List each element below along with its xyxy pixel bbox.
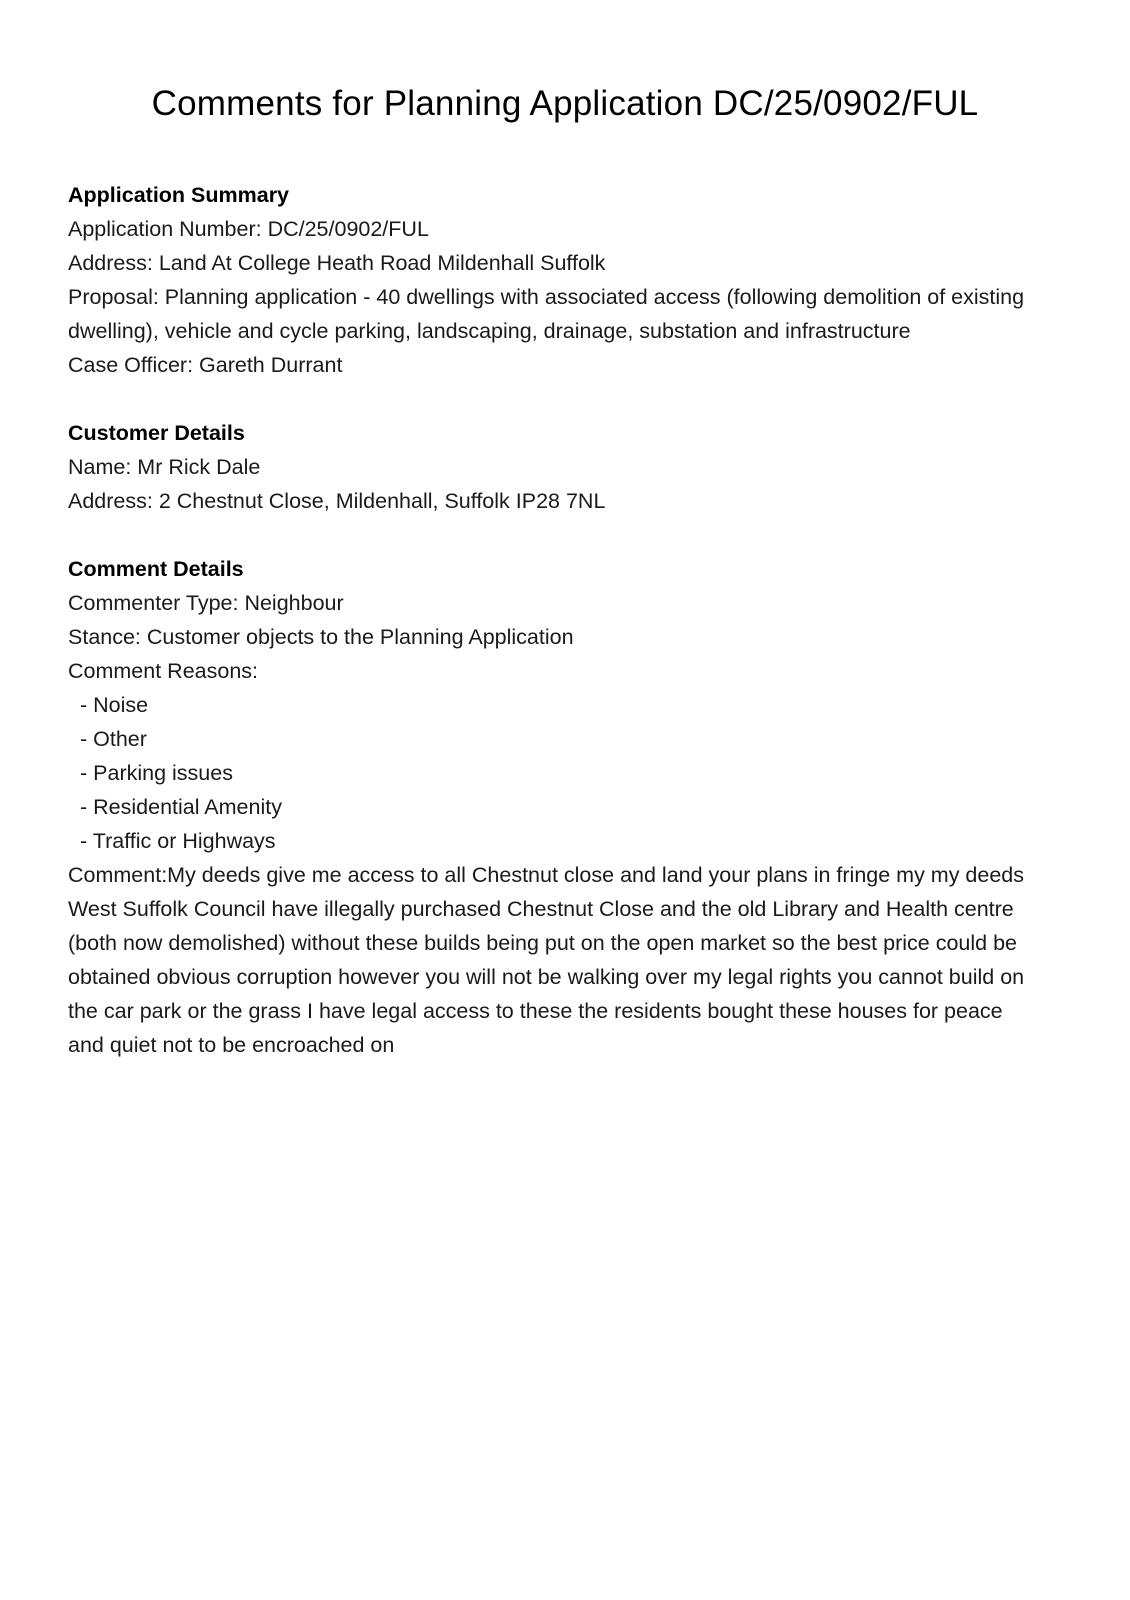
application-summary-section (68, 178, 1068, 382)
case-officer: Case Officer: Gareth Durrant (68, 353, 343, 377)
application-proposal: Proposal: Planning application - 40 dwellings with associated access (following demolition of existing dwelling), vehicle and cycle parking, landscaping, drainage, substation and infrastructure (68, 285, 1025, 343)
comment-reason-item: - Parking issues (68, 756, 1068, 790)
application-address: Address: Land At College Heath Road Mildenhall Suffolk (68, 251, 606, 275)
customer-details-section (68, 416, 1068, 518)
application-number: Application Number: DC/25/0902/FUL (68, 217, 429, 241)
application-summary-heading: Application Summary (68, 183, 290, 207)
comment-reason-item: - Traffic or Highways (68, 824, 1068, 858)
comment-text: Comment:My deeds give me access to all Chestnut close and land your plans in fringe my my deeds West Suffolk Council have illegally purchased Chestnut Close and the old Library and Health centre (both now demolished) without these builds being put on the open market so the best price could be obtained obvious corruption however you will not be walking over my legal rights you cannot build on the car park or the grass I have legal access to these the residents bought these houses for peace and quiet not to be encroached on (68, 863, 1025, 1057)
stance: Stance: Customer objects to the Planning Application (68, 625, 574, 649)
comment-details-heading: Comment Details (68, 557, 244, 581)
customer-address: Address: 2 Chestnut Close, Mildenhall, Suffolk IP28 7NL (68, 489, 606, 513)
comment-reasons-label: Comment Reasons: (68, 659, 258, 683)
comment-reason-item: - Other (68, 722, 1068, 756)
comment-reasons-list (68, 688, 1068, 858)
comment-reason-item: - Noise (68, 688, 1068, 722)
customer-name: Name: Mr Rick Dale (68, 455, 261, 479)
commenter-type: Commenter Type: Neighbour (68, 591, 344, 615)
customer-details-heading: Customer Details (68, 421, 245, 445)
comment-reason-item: - Residential Amenity (68, 790, 1068, 824)
document-body (68, 178, 1068, 1096)
page-title: Comments for Planning Application DC/25/0902/FUL (151, 84, 979, 123)
comment-details-section (68, 552, 1068, 1062)
